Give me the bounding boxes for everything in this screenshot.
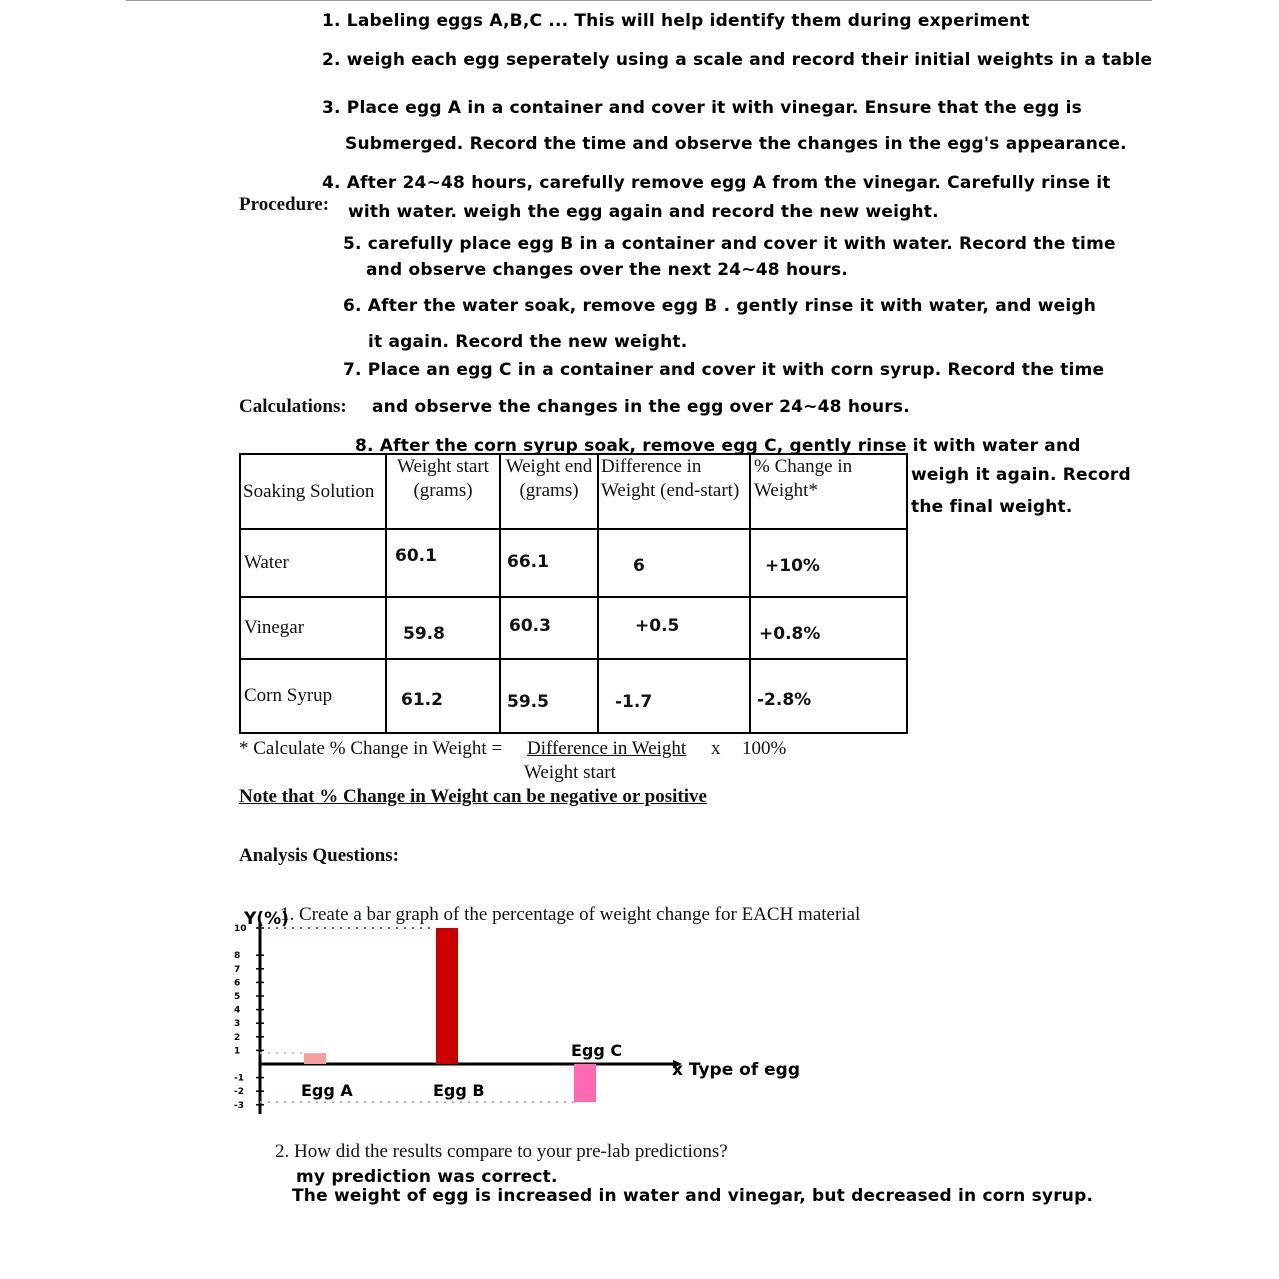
formula-prefix: * Calculate % Change in Weight = bbox=[239, 738, 503, 759]
x-axis-label: x Type of egg bbox=[672, 1060, 801, 1080]
top-rule bbox=[126, 0, 1152, 1]
cell-start-value: 61.2 bbox=[401, 690, 443, 710]
cell-start-value: 60.1 bbox=[395, 546, 437, 566]
step-6-line-2: it again. Record the new weight. bbox=[368, 332, 688, 352]
step-7-line-2: and observe the changes in the egg over 24~48 hours. bbox=[372, 397, 910, 417]
y-tick-label: 6 bbox=[234, 978, 241, 989]
cell-solution: Corn Syrup bbox=[240, 659, 386, 733]
cell-diff bbox=[598, 597, 750, 659]
step-8-line-2: weigh it again. Record bbox=[911, 465, 1131, 485]
analysis-label: Analysis Questions: bbox=[239, 845, 399, 866]
cell-end bbox=[500, 659, 598, 733]
y-tick-label: 7 bbox=[234, 964, 241, 975]
step-3-line-2: Submerged. Record the time and observe the changes in the egg's appearance. bbox=[345, 134, 1127, 154]
category-label: Egg B bbox=[433, 1081, 485, 1100]
step-5-line-2: and observe changes over the next 24~48 hours. bbox=[366, 260, 848, 280]
header-solution: Soaking Solution bbox=[240, 454, 386, 529]
step-4-line-1: 4. After 24~48 hours, carefully remove egg A from the vinegar. Carefully rinse it bbox=[322, 173, 1111, 193]
answer-line-2: The weight of egg is increased in water and vinegar, but decreased in corn syrup. bbox=[292, 1186, 1094, 1206]
bar-chart bbox=[230, 900, 850, 1120]
step-8-line-3: the final weight. bbox=[911, 497, 1073, 517]
table-row bbox=[240, 529, 907, 597]
y-tick-label: -3 bbox=[234, 1100, 244, 1111]
cell-diff bbox=[598, 659, 750, 733]
category-label: Egg A bbox=[301, 1081, 353, 1100]
formula-hundred: 100% bbox=[742, 738, 787, 759]
cell-end-value: 59.5 bbox=[507, 692, 549, 712]
y-tick-label: 1 bbox=[234, 1046, 241, 1057]
cell-solution: Water bbox=[240, 529, 386, 597]
header-weight-end: Weight end (grams) bbox=[500, 454, 598, 529]
cell-end-value: 66.1 bbox=[507, 552, 549, 572]
procedure-label: Procedure: bbox=[239, 194, 330, 215]
step-8-line-1: 8. After the corn syrup soak, remove egg C, gently rinse it with water and bbox=[355, 436, 1081, 456]
table-row bbox=[240, 597, 907, 659]
step-2: 2. weigh each egg seperately using a scale and record their initial weights in a table bbox=[322, 50, 1153, 70]
cell-end-value: 60.3 bbox=[509, 616, 551, 636]
step-7-line-1: 7. Place an egg C in a container and cover it with corn syrup. Record the time bbox=[343, 360, 1105, 380]
y-tick-label: -2 bbox=[234, 1087, 244, 1098]
y-tick-label: -1 bbox=[234, 1073, 244, 1084]
y-tick-label: 8 bbox=[234, 951, 241, 962]
calculations-label: Calculations: bbox=[239, 396, 347, 417]
cell-end bbox=[500, 529, 598, 597]
table-header-row bbox=[240, 454, 907, 529]
category-label: Egg C bbox=[571, 1041, 623, 1060]
cell-start bbox=[386, 529, 500, 597]
cell-diff-value: -1.7 bbox=[615, 692, 653, 712]
step-5-line-1: 5. carefully place egg B in a container and cover it with water. Record the time bbox=[343, 234, 1116, 254]
results-table bbox=[239, 453, 908, 734]
cell-start bbox=[386, 659, 500, 733]
cell-start-value: 59.8 bbox=[403, 624, 445, 644]
cell-diff bbox=[598, 529, 750, 597]
y-tick-label: 2 bbox=[234, 1032, 241, 1043]
y-axis-label: Y(%) bbox=[244, 909, 289, 929]
y-tick-label: 4 bbox=[234, 1005, 241, 1016]
step-6-line-1: 6. After the water soak, remove egg B . gently rinse it with water, and weigh bbox=[343, 296, 1097, 316]
header-weight-start: Weight start (grams) bbox=[386, 454, 500, 529]
formula-times: x bbox=[711, 738, 721, 759]
step-3-line-1: 3. Place egg A in a container and cover it with vinegar. Ensure that the egg is bbox=[322, 98, 1082, 118]
y-tick-label: 10 bbox=[234, 924, 247, 934]
answer-line-1: my prediction was correct. bbox=[296, 1167, 558, 1187]
formula-numerator: Difference in Weight bbox=[527, 738, 687, 759]
cell-diff-value: +0.5 bbox=[635, 616, 680, 636]
y-tick-label: 3 bbox=[234, 1019, 241, 1030]
bar-egg-b bbox=[436, 928, 458, 1064]
cell-pct bbox=[750, 597, 907, 659]
bar-egg-a bbox=[304, 1053, 326, 1064]
step-1: 1. Labeling eggs A,B,C ... This will help identify them during experiment bbox=[322, 11, 1030, 31]
cell-pct bbox=[750, 659, 907, 733]
cell-diff-value: 6 bbox=[633, 556, 645, 576]
header-percent-change: % Change in Weight* bbox=[750, 454, 907, 529]
question-2: 2. How did the results compare to your pre-lab predictions? bbox=[275, 1141, 728, 1162]
cell-start bbox=[386, 597, 500, 659]
y-tick-label: 5 bbox=[234, 992, 241, 1002]
cell-pct-value: -2.8% bbox=[757, 690, 812, 710]
bar-egg-c bbox=[574, 1064, 596, 1102]
cell-pct-value: +10% bbox=[765, 556, 820, 576]
table-row bbox=[240, 659, 907, 733]
header-difference: Difference in Weight (end-start) bbox=[598, 454, 750, 529]
question-1: 1. Create a bar graph of the percentage of weight change for EACH material bbox=[280, 904, 861, 925]
note-text: Note that % Change in Weight can be negative or positive bbox=[239, 786, 707, 807]
cell-pct bbox=[750, 529, 907, 597]
step-4-line-2: with water. weigh the egg again and record the new weight. bbox=[348, 202, 939, 222]
cell-solution: Vinegar bbox=[240, 597, 386, 659]
cell-end bbox=[500, 597, 598, 659]
cell-pct-value: +0.8% bbox=[759, 624, 821, 644]
formula-denominator: Weight start bbox=[524, 762, 616, 783]
